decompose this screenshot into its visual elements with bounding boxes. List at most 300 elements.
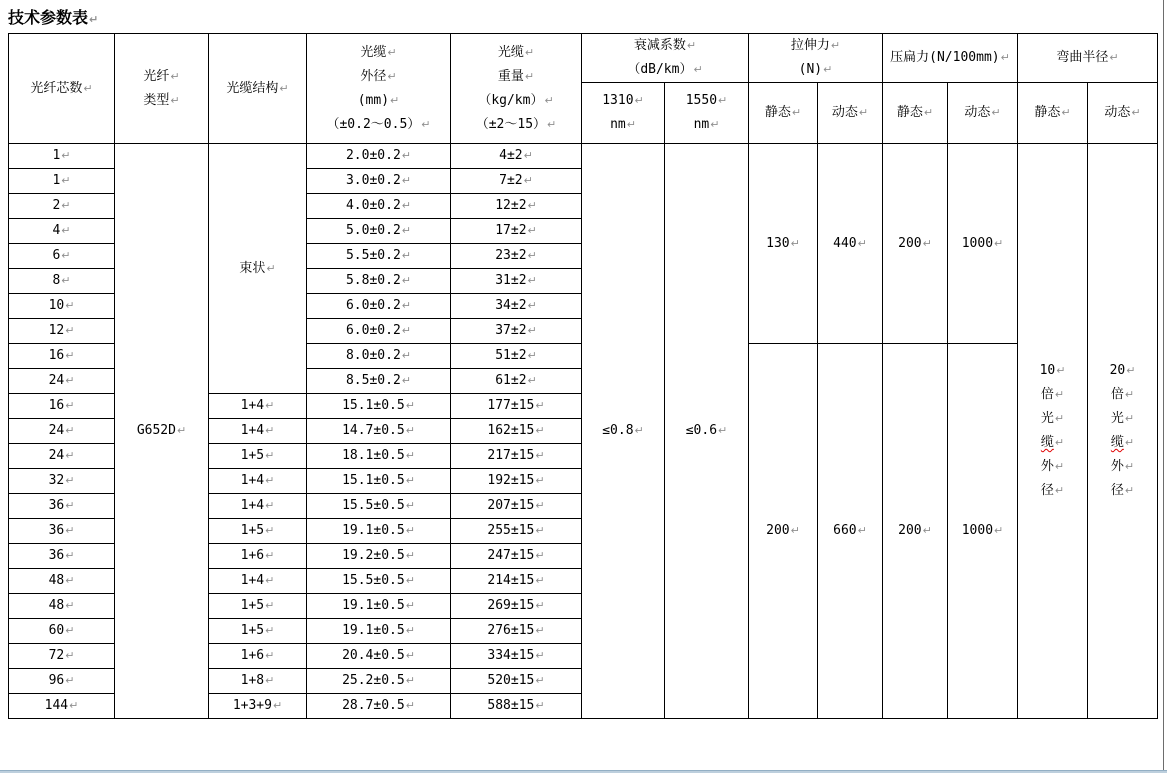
cell-end-mark-icon: ↵ — [405, 449, 415, 462]
cell-core-count[interactable] — [9, 294, 115, 319]
cell-diameter[interactable] — [307, 594, 451, 619]
cell-weight[interactable] — [451, 394, 582, 419]
cell-end-mark-icon: ↵ — [65, 474, 75, 487]
cell-weight[interactable] — [451, 219, 582, 244]
cell-weight[interactable] — [451, 194, 582, 219]
text-line — [451, 65, 581, 89]
cell-fiber-type[interactable] — [115, 144, 209, 719]
text-line — [1088, 383, 1157, 407]
cell-core-count[interactable] — [9, 644, 115, 669]
header-1310nm[interactable] — [582, 83, 665, 144]
cell-attenuation-1550[interactable] — [665, 144, 749, 719]
cell-diameter[interactable] — [307, 144, 451, 169]
cell-diameter[interactable] — [307, 644, 451, 669]
text-line — [451, 519, 581, 543]
cell-diameter[interactable] — [307, 369, 451, 394]
cell-weight[interactable] — [451, 444, 582, 469]
cell-end-mark-icon: ↵ — [61, 199, 71, 212]
text: 23±2 — [495, 248, 527, 263]
cell-structure[interactable] — [209, 669, 307, 694]
cell-bend-static[interactable] — [1018, 144, 1088, 719]
text-line — [9, 569, 114, 593]
text: 12 — [48, 323, 65, 338]
cell-end-mark-icon: ↵ — [421, 117, 431, 131]
text-line — [307, 144, 450, 168]
cell-core-count[interactable] — [9, 419, 115, 444]
text: 15.5±0.5 — [342, 498, 405, 513]
text: 16 — [48, 398, 65, 413]
header-weight[interactable] — [451, 34, 582, 144]
cell-end-mark-icon: ↵ — [634, 94, 644, 107]
header-tensile[interactable] — [749, 34, 883, 83]
cell-core-count[interactable] — [9, 494, 115, 519]
cell-end-mark-icon: ↵ — [265, 649, 275, 662]
cell-crush-dynamic[interactable] — [948, 344, 1018, 719]
header-1550nm[interactable] — [665, 83, 749, 144]
cell-end-mark-icon: ↵ — [272, 699, 283, 712]
cell-end-mark-icon: ↵ — [1054, 484, 1065, 497]
header-bend-dynamic[interactable] — [1088, 83, 1158, 144]
cell-end-mark-icon: ↵ — [1054, 388, 1065, 401]
text: 247±15 — [487, 548, 535, 563]
cell-end-mark-icon: ↵ — [170, 69, 180, 83]
cell-structure[interactable] — [209, 444, 307, 469]
text-line — [451, 41, 581, 65]
cell-core-count[interactable] — [9, 319, 115, 344]
text-line — [209, 469, 306, 493]
cell-attenuation-1310[interactable] — [582, 144, 665, 719]
text-line — [209, 444, 306, 468]
cell-diameter[interactable] — [307, 219, 451, 244]
text: 20 — [1109, 363, 1126, 378]
cell-end-mark-icon: ↵ — [265, 499, 275, 512]
text-line — [307, 619, 450, 643]
text-line — [665, 419, 748, 443]
text-line — [307, 494, 450, 518]
cell-core-count[interactable] — [9, 169, 115, 194]
cell-end-mark-icon: ↵ — [1061, 106, 1071, 119]
text: 1+4 — [240, 498, 265, 513]
header-core-count[interactable] — [9, 34, 115, 144]
text-line — [9, 394, 114, 418]
cell-diameter[interactable] — [307, 694, 451, 719]
cell-end-mark-icon: ↵ — [405, 474, 415, 487]
cell-weight[interactable] — [451, 294, 582, 319]
text: 4 — [52, 223, 61, 238]
cell-diameter[interactable] — [307, 169, 451, 194]
cell-structure[interactable] — [209, 394, 307, 419]
title-text: 技术参数表 — [8, 8, 89, 27]
cell-end-mark-icon: ↵ — [65, 399, 75, 412]
text: 34±2 — [495, 298, 527, 313]
cell-end-mark-icon: ↵ — [401, 249, 411, 262]
cell-diameter[interactable] — [307, 394, 451, 419]
cell-end-mark-icon: ↵ — [405, 674, 415, 687]
text: 1 — [52, 148, 61, 163]
cell-end-mark-icon: ↵ — [170, 93, 180, 107]
cell-structure[interactable] — [209, 644, 307, 669]
text-line — [307, 65, 450, 89]
text: 1+4 — [240, 398, 265, 413]
text: 6.0±0.2 — [345, 298, 401, 313]
text: 10 — [48, 298, 65, 313]
cell-tensile-static[interactable] — [749, 344, 818, 719]
cell-diameter[interactable] — [307, 294, 451, 319]
cell-weight[interactable] — [451, 344, 582, 369]
text: 36 — [48, 548, 65, 563]
text-line — [307, 344, 450, 368]
misspelled-text: 缆 — [1040, 435, 1054, 450]
text: 径 — [1110, 483, 1124, 498]
cell-end-mark-icon: ↵ — [535, 424, 545, 437]
cell-end-mark-icon: ↵ — [401, 149, 411, 162]
page-title — [8, 5, 98, 28]
cell-diameter[interactable] — [307, 319, 451, 344]
cell-end-mark-icon: ↵ — [991, 106, 1001, 119]
text: 19.1±0.5 — [342, 623, 405, 638]
text-line — [1088, 407, 1157, 431]
cell-weight[interactable] — [451, 269, 582, 294]
text: 51±2 — [495, 348, 527, 363]
text-line — [451, 544, 581, 568]
cell-structure[interactable] — [209, 594, 307, 619]
header-structure[interactable] — [209, 34, 307, 144]
cell-core-count[interactable] — [9, 519, 115, 544]
text-line — [818, 101, 882, 125]
text-line — [451, 594, 581, 618]
text-line — [582, 419, 664, 443]
cell-end-mark-icon: ↵ — [405, 699, 415, 712]
text: 276±15 — [487, 623, 535, 638]
cell-diameter[interactable] — [307, 519, 451, 544]
cell-end-mark-icon: ↵ — [265, 599, 275, 612]
cell-end-mark-icon: ↵ — [693, 63, 703, 76]
cell-end-mark-icon: ↵ — [65, 324, 75, 337]
text: 压扁力(N/100mm) — [890, 50, 1000, 65]
text-line — [9, 694, 114, 718]
text: 重量 — [497, 68, 524, 84]
header-row — [9, 34, 1158, 83]
cell-structure[interactable] — [209, 569, 307, 594]
cell-tensile-dynamic[interactable] — [818, 344, 883, 719]
text-line — [307, 194, 450, 218]
cell-end-mark-icon: ↵ — [535, 674, 545, 687]
cell-weight[interactable] — [451, 419, 582, 444]
header-tensile-dynamic[interactable] — [818, 83, 883, 144]
cell-weight[interactable] — [451, 544, 582, 569]
cell-diameter[interactable] — [307, 469, 451, 494]
text: 光 — [1110, 411, 1124, 426]
text: 19.2±0.5 — [342, 548, 405, 563]
cell-end-mark-icon: ↵ — [65, 374, 75, 387]
text: 静态 — [1034, 105, 1061, 120]
text-line — [451, 344, 581, 368]
cell-crush-dynamic[interactable] — [948, 144, 1018, 344]
text: 拉伸力 — [790, 38, 830, 53]
text-line — [307, 419, 450, 443]
cell-diameter[interactable] — [307, 419, 451, 444]
text: 外 — [1040, 459, 1054, 474]
cell-structure[interactable] — [209, 419, 307, 444]
text: 32 — [48, 473, 65, 488]
cell-end-mark-icon: ↵ — [405, 649, 415, 662]
text-line — [451, 694, 581, 718]
text: 1+3+9 — [232, 698, 272, 713]
cell-structure[interactable] — [209, 544, 307, 569]
text-line — [1018, 46, 1157, 70]
cell-weight[interactable] — [451, 494, 582, 519]
cell-end-mark-icon: ↵ — [405, 424, 415, 437]
cell-core-count[interactable] — [9, 369, 115, 394]
text: (mm) — [357, 92, 390, 108]
text-line — [307, 219, 450, 243]
text-line — [307, 319, 450, 343]
cell-end-mark-icon: ↵ — [65, 574, 75, 587]
header-crush-dynamic[interactable] — [948, 83, 1018, 144]
text: 1+5 — [240, 448, 265, 463]
text-line — [582, 89, 664, 113]
cell-bend-dynamic[interactable] — [1088, 144, 1158, 719]
cell-structure[interactable] — [209, 144, 307, 394]
cell-core-count[interactable] — [9, 219, 115, 244]
text: 31±2 — [495, 273, 527, 288]
cell-diameter[interactable] — [307, 569, 451, 594]
cell-core-count[interactable] — [9, 269, 115, 294]
text-line — [209, 669, 306, 693]
cell-diameter[interactable] — [307, 244, 451, 269]
cell-structure[interactable] — [209, 469, 307, 494]
cell-diameter[interactable] — [307, 194, 451, 219]
cell-core-count[interactable] — [9, 544, 115, 569]
text: 24 — [48, 373, 65, 388]
cell-end-mark-icon: ↵ — [65, 549, 75, 562]
text-line — [451, 244, 581, 268]
cell-core-count[interactable] — [9, 469, 115, 494]
cell-weight[interactable] — [451, 369, 582, 394]
cell-end-mark-icon: ↵ — [279, 81, 289, 95]
text-line — [451, 219, 581, 243]
cell-end-mark-icon: ↵ — [1054, 436, 1065, 449]
cell-end-mark-icon: ↵ — [923, 106, 934, 119]
cell-diameter[interactable] — [307, 544, 451, 569]
cell-end-mark-icon: ↵ — [401, 349, 411, 362]
text: 1+4 — [240, 423, 265, 438]
cell-end-mark-icon: ↵ — [390, 93, 400, 107]
header-attenuation[interactable] — [582, 34, 749, 83]
text: 14.7±0.5 — [342, 423, 405, 438]
cell-end-mark-icon: ↵ — [405, 499, 415, 512]
header-fiber-type[interactable] — [115, 34, 209, 144]
text-line — [1018, 359, 1087, 383]
cell-weight[interactable] — [451, 644, 582, 669]
cell-core-count[interactable] — [9, 244, 115, 269]
text-line — [9, 319, 114, 343]
cell-diameter[interactable] — [307, 344, 451, 369]
cell-core-count[interactable] — [9, 594, 115, 619]
spec-table — [8, 33, 1158, 719]
cell-end-mark-icon: ↵ — [65, 649, 75, 662]
text: 1+4 — [240, 573, 265, 588]
cell-structure[interactable] — [209, 694, 307, 719]
text: 1+5 — [240, 623, 265, 638]
page-right-edge — [1163, 0, 1164, 773]
text-line — [451, 394, 581, 418]
cell-end-mark-icon: ↵ — [265, 524, 275, 537]
cell-weight[interactable] — [451, 319, 582, 344]
cell-end-mark-icon: ↵ — [1054, 412, 1065, 425]
cell-weight[interactable] — [451, 694, 582, 719]
cell-weight[interactable] — [451, 144, 582, 169]
cell-end-mark-icon: ↵ — [65, 349, 75, 362]
text: 10 — [1039, 363, 1056, 378]
text-line — [9, 244, 114, 268]
text-line — [9, 594, 114, 618]
text: 177±15 — [487, 398, 535, 413]
header-crush[interactable] — [883, 34, 1018, 83]
cell-diameter[interactable] — [307, 669, 451, 694]
cell-crush-static[interactable] — [883, 344, 948, 719]
cell-core-count[interactable] — [9, 669, 115, 694]
text: (N) — [798, 62, 823, 77]
text-line — [451, 294, 581, 318]
text-line — [749, 34, 882, 58]
cell-end-mark-icon: ↵ — [265, 399, 275, 412]
cell-end-mark-icon: ↵ — [387, 69, 397, 83]
text: 60 — [48, 623, 65, 638]
header-bend-static[interactable] — [1018, 83, 1088, 144]
text-line — [1018, 455, 1087, 479]
text: 倍 — [1040, 387, 1054, 402]
text-line — [1018, 383, 1087, 407]
text: 5.0±0.2 — [345, 223, 401, 238]
text: 144 — [44, 698, 69, 713]
text: nm — [693, 117, 710, 132]
text: 光纤 — [143, 68, 170, 84]
cell-end-mark-icon: ↵ — [65, 624, 75, 637]
cell-end-mark-icon: ↵ — [401, 199, 411, 212]
text: 12±2 — [495, 198, 527, 213]
text-line — [209, 619, 306, 643]
cell-diameter[interactable] — [307, 494, 451, 519]
cell-end-mark-icon: ↵ — [1124, 412, 1135, 425]
cell-diameter[interactable] — [307, 269, 451, 294]
text: 334±15 — [487, 648, 535, 663]
cell-diameter[interactable] — [307, 444, 451, 469]
text: （kg/km） — [478, 92, 544, 108]
text-line — [307, 394, 450, 418]
cell-end-mark-icon: ↵ — [61, 149, 71, 162]
text-line — [209, 419, 306, 443]
header-crush-static[interactable] — [883, 83, 948, 144]
cell-weight[interactable] — [451, 244, 582, 269]
text: 3.0±0.2 — [345, 173, 401, 188]
cell-end-mark-icon: ↵ — [266, 261, 276, 275]
cell-weight[interactable] — [451, 469, 582, 494]
cell-end-mark-icon: ↵ — [535, 474, 545, 487]
text-line — [115, 65, 208, 89]
text: 1000 — [961, 523, 994, 538]
cell-end-mark-icon: ↵ — [535, 624, 545, 637]
text: 214±15 — [487, 573, 535, 588]
header-bend[interactable] — [1018, 34, 1158, 83]
cell-core-count[interactable] — [9, 194, 115, 219]
cell-core-count[interactable] — [9, 344, 115, 369]
cell-tensile-static[interactable] — [749, 144, 818, 344]
cell-end-mark-icon: ↵ — [1124, 460, 1135, 473]
text: 8.0±0.2 — [345, 348, 401, 363]
cell-tensile-dynamic[interactable] — [818, 144, 883, 344]
cell-end-mark-icon: ↵ — [922, 236, 932, 250]
text-line — [451, 619, 581, 643]
cell-core-count[interactable] — [9, 619, 115, 644]
text: 1+4 — [240, 473, 265, 488]
text: 28.7±0.5 — [342, 698, 405, 713]
cell-weight[interactable] — [451, 669, 582, 694]
text: 外 — [1110, 459, 1124, 474]
header-diameter[interactable] — [307, 34, 451, 144]
text-line — [451, 419, 581, 443]
cell-crush-static[interactable] — [883, 144, 948, 344]
cell-end-mark-icon: ↵ — [527, 274, 537, 287]
text-line — [665, 89, 748, 113]
cell-weight[interactable] — [451, 519, 582, 544]
cell-diameter[interactable] — [307, 619, 451, 644]
text-line — [451, 444, 581, 468]
cell-end-mark-icon: ↵ — [1124, 484, 1135, 497]
cell-weight[interactable] — [451, 569, 582, 594]
text-line — [307, 41, 450, 65]
cell-weight[interactable] — [451, 619, 582, 644]
text: 162±15 — [487, 423, 535, 438]
cell-structure[interactable] — [209, 519, 307, 544]
cell-end-mark-icon: ↵ — [265, 474, 275, 487]
cell-end-mark-icon: ↵ — [718, 94, 728, 107]
cell-end-mark-icon: ↵ — [61, 224, 71, 237]
cell-end-mark-icon: ↵ — [527, 199, 537, 212]
cell-end-mark-icon: ↵ — [535, 399, 545, 412]
text-line — [818, 232, 882, 256]
cell-end-mark-icon: ↵ — [401, 324, 411, 337]
cell-core-count[interactable] — [9, 144, 115, 169]
text: （±2～15） — [475, 116, 547, 132]
text: 1+8 — [240, 673, 265, 688]
cell-end-mark-icon: ↵ — [535, 574, 545, 587]
cell-weight[interactable] — [451, 594, 582, 619]
cell-core-count[interactable] — [9, 394, 115, 419]
text-line — [307, 519, 450, 543]
text: 130 — [766, 235, 790, 251]
header-tensile-static[interactable] — [749, 83, 818, 144]
cell-weight[interactable] — [451, 169, 582, 194]
text-line — [9, 419, 114, 443]
cell-end-mark-icon: ↵ — [710, 118, 720, 131]
cell-core-count[interactable] — [9, 569, 115, 594]
cell-end-mark-icon: ↵ — [535, 699, 545, 712]
cell-structure[interactable] — [209, 494, 307, 519]
text: 25.2±0.5 — [342, 673, 405, 688]
text-line — [749, 101, 817, 125]
cell-core-count[interactable] — [9, 444, 115, 469]
cell-structure[interactable] — [209, 619, 307, 644]
text-line — [307, 694, 450, 718]
text-line — [948, 519, 1017, 543]
cell-end-mark-icon: ↵ — [535, 549, 545, 562]
text-line — [209, 569, 306, 593]
text-line — [209, 257, 306, 281]
cell-core-count[interactable] — [9, 694, 115, 719]
text-line — [451, 644, 581, 668]
text: 光纤芯数 — [30, 80, 83, 96]
